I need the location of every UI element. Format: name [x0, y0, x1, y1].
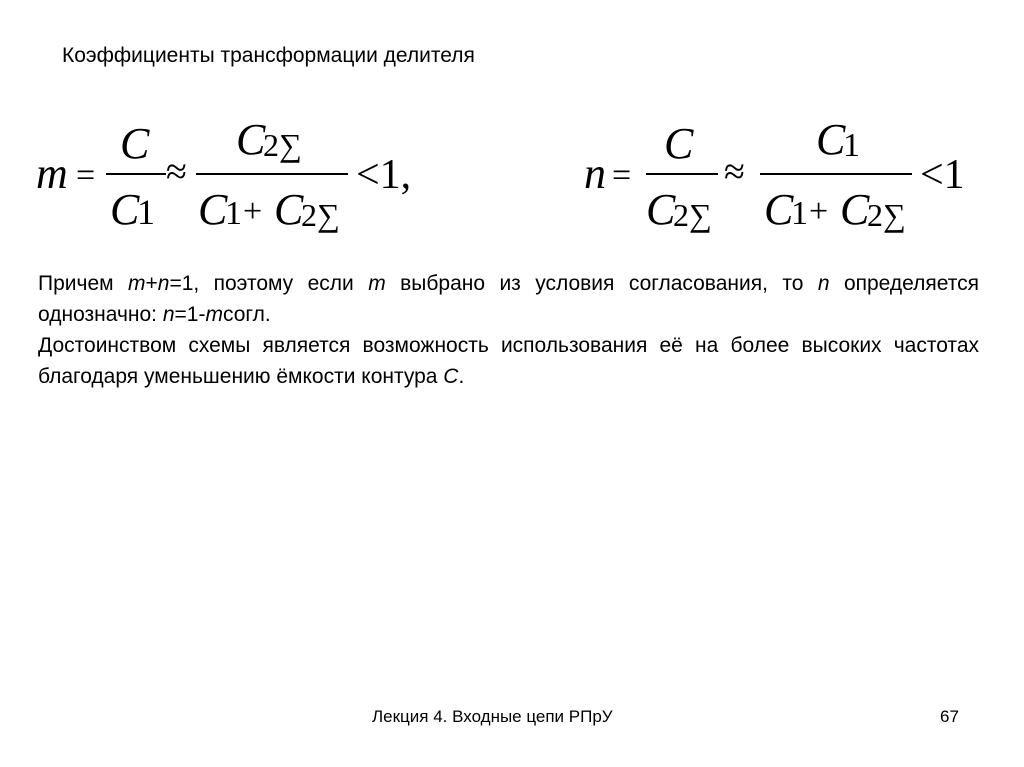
formula-n-frac2-den-b-base: C — [840, 185, 870, 234]
formula-n-frac1-den-sub: 2∑ — [673, 197, 712, 233]
formula-m-frac2-den-plus: + — [243, 193, 263, 230]
formula-m-eq: = — [76, 157, 96, 194]
paragraph-1 — [38, 268, 979, 330]
formula-n-eq: = — [612, 157, 632, 194]
formula-n-frac1-den-base: C — [646, 185, 676, 234]
text-run: C — [443, 365, 459, 388]
text-run: n — [817, 272, 830, 295]
formula-n-frac2-num-sub: 1 — [843, 127, 860, 164]
text-run: выбрано из условия согласования, то — [385, 272, 818, 295]
text-run: m — [368, 272, 386, 295]
slide-title: Коэффициенты трансформации делителя — [62, 44, 475, 67]
formula-n-frac2-den-plus: + — [809, 193, 829, 230]
formula-m-frac2-den-a-base: C — [198, 185, 228, 234]
text-run: n — [157, 272, 170, 295]
text-run: согл. — [222, 303, 271, 326]
text-run: =1- — [174, 303, 206, 326]
text-run: =1, поэтому если — [169, 272, 369, 295]
formula-m-frac2-den-b-base: C — [274, 185, 304, 234]
formula-m-frac2-num-base: C — [236, 115, 266, 164]
formula-n-lhs: n — [584, 149, 606, 198]
text-run: n — [162, 303, 175, 326]
formula-n-frac2-num-base: C — [816, 115, 846, 164]
formula-n-approx: ≈ — [724, 151, 745, 193]
footer-lecture-title: Лекция 4. Входные цепи РПрУ — [372, 707, 613, 726]
formula-m-frac2-den-b-sub: 2∑ — [301, 197, 340, 233]
text-run: . — [458, 365, 465, 388]
text-run: + — [145, 272, 158, 295]
formula-m-frac2-num-sub: 2∑ — [263, 127, 302, 163]
text-run: m — [127, 272, 146, 295]
formula-m-frac1-den-sub: 1 — [137, 192, 155, 232]
formula-m-frac1-num: C — [120, 119, 150, 168]
text-run: определяется однозначно: — [38, 272, 979, 326]
formula-n-frac2-den-b-sub: 2∑ — [867, 197, 906, 233]
formula-m-approx: ≈ — [166, 151, 187, 193]
formula-m-frac2-den-a-sub: 1 — [225, 195, 242, 232]
formula-n-frac1-num: C — [664, 119, 694, 168]
text-run: Достоинством схемы является возможность использования её на более высоких частотах благодаря уменьшению ёмкости контура — [38, 334, 979, 388]
formula-n-frac2-den-a-sub: 1 — [791, 195, 808, 232]
slide-number: 67 — [940, 707, 959, 726]
body-text — [38, 268, 979, 392]
formula-m-lhs: m — [36, 149, 68, 198]
formula-n — [584, 115, 984, 236]
formula-n-rel: <1 — [920, 152, 965, 198]
formula-n-frac2-den-a-base: C — [764, 185, 794, 234]
text-run: Причем — [38, 272, 128, 295]
formula-m — [36, 115, 436, 236]
formula-m-frac1-den-base: C — [110, 185, 140, 234]
paragraph-2 — [38, 330, 979, 392]
text-run: m — [205, 303, 223, 326]
formula-m-rel: <1, — [356, 152, 412, 198]
